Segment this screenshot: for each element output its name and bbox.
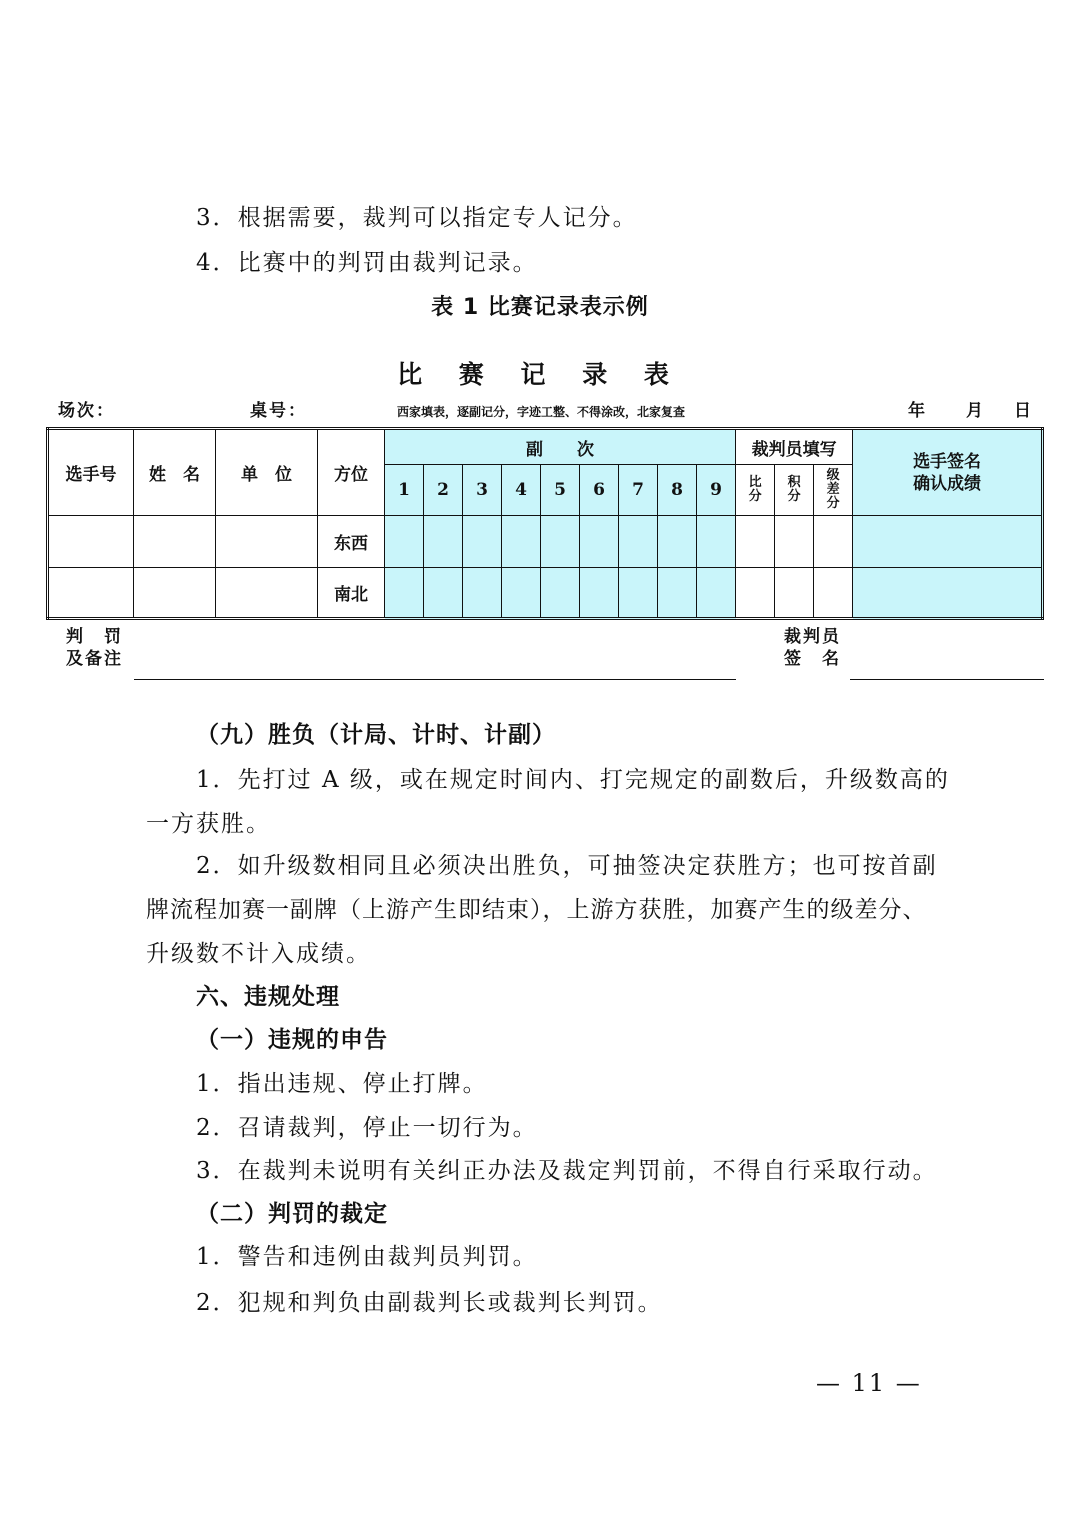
cell-round-score[interactable]	[619, 516, 658, 567]
score-record-table	[46, 427, 1044, 620]
cell-player-no[interactable]	[48, 516, 134, 567]
cell-round-score[interactable]	[502, 516, 541, 567]
penalty-label-line1: 判 罚	[66, 627, 123, 647]
cell-position: 东西	[318, 516, 385, 567]
form-note: 西家填表，逐副记分，字迹工整、不得涂改，北家复查	[397, 405, 686, 419]
cell-round-score[interactable]	[619, 567, 658, 618]
cell-level-diff[interactable]	[814, 516, 853, 567]
cell-player-no[interactable]	[48, 567, 134, 618]
cell-round-score[interactable]	[424, 567, 463, 618]
section-9-p2-line3: 升级数不计入成绩。	[146, 941, 371, 967]
penalty-line[interactable]	[134, 679, 736, 680]
page-number: — 11 —	[816, 1369, 922, 1397]
header-ratio-score	[736, 465, 775, 516]
cell-name[interactable]	[134, 567, 216, 618]
section-6-sub2-heading: （二）判罚的裁定	[196, 1201, 388, 1227]
penalty-label	[66, 626, 123, 670]
round-number: 6	[580, 465, 619, 516]
cell-round-score[interactable]	[541, 516, 580, 567]
cell-position: 南北	[318, 567, 385, 618]
section-6-sub2-item: 2．犯规和判负由副裁判长或裁判长判罚。	[196, 1290, 663, 1316]
header-position: 方位	[318, 429, 385, 516]
cell-round-score[interactable]	[385, 567, 424, 618]
cell-round-score[interactable]	[541, 567, 580, 618]
section-9-p1-line2: 一方获胜。	[146, 811, 271, 837]
header-points	[775, 465, 814, 516]
header-signature-line1: 选手签名	[913, 451, 982, 472]
referee-label-line1: 裁判员	[784, 627, 841, 647]
cell-ratio-score[interactable]	[736, 567, 775, 618]
cell-round-score[interactable]	[697, 516, 736, 567]
round-number: 4	[502, 465, 541, 516]
round-number: 9	[697, 465, 736, 516]
header-signature-line2: 确认成绩	[913, 473, 982, 494]
table-row	[48, 567, 1043, 618]
cell-unit[interactable]	[216, 567, 318, 618]
round-number: 3	[463, 465, 502, 516]
section-6-sub1-heading: （一）违规的申告	[196, 1027, 388, 1053]
section-9-p2-line1: 2．如升级数相同且必须决出胜负，可抽签决定获胜方；也可按首副	[196, 853, 938, 879]
cell-round-score[interactable]	[580, 567, 619, 618]
round-number: 5	[541, 465, 580, 516]
section-6-heading: 六、违规处理	[196, 984, 340, 1010]
header-rounds: 副 次	[385, 429, 736, 465]
points-text: 积分	[787, 475, 801, 505]
body-item-4: 4．比赛中的判罚由裁判记录。	[196, 250, 538, 276]
cell-round-score[interactable]	[424, 516, 463, 567]
round-number: 7	[619, 465, 658, 516]
cell-round-score[interactable]	[580, 516, 619, 567]
round-number: 1	[385, 465, 424, 516]
header-player-no: 选手号	[48, 429, 134, 516]
cell-signature[interactable]	[853, 567, 1043, 618]
section-9-heading: （九）胜负（计局、计时、计副）	[196, 722, 556, 748]
header-unit: 单 位	[216, 429, 318, 516]
section-9-p1-line1: 1．先打过 A 级，或在规定时间内、打完规定的副数后，升级数高的	[196, 767, 950, 793]
cell-round-score[interactable]	[385, 516, 424, 567]
section-6-sub1-item: 1．指出违规、停止打牌。	[196, 1071, 488, 1097]
cell-points[interactable]	[775, 567, 814, 618]
round-number: 2	[424, 465, 463, 516]
cell-signature[interactable]	[853, 516, 1043, 567]
cell-round-score[interactable]	[658, 516, 697, 567]
header-referee-fill: 裁判员填写	[736, 429, 853, 465]
cell-round-score[interactable]	[502, 567, 541, 618]
cell-name[interactable]	[134, 516, 216, 567]
cell-round-score[interactable]	[463, 516, 502, 567]
cell-round-score[interactable]	[697, 567, 736, 618]
date-month: 月	[966, 401, 985, 421]
body-item-3: 3．根据需要，裁判可以指定专人记分。	[196, 205, 638, 231]
section-6-sub1-item: 2．召请裁判，停止一切行为。	[196, 1115, 538, 1141]
form-title: 比 赛 记 录 表	[397, 360, 683, 389]
level-diff-text: 级差分	[826, 468, 840, 512]
table-caption: 表 1 比赛记录表示例	[431, 295, 649, 320]
section-9-p2-line2: 牌流程加赛一副牌（上游产生即结束），上游方获胜，加赛产生的级差分、	[146, 897, 927, 923]
table-row	[48, 516, 1043, 567]
cell-level-diff[interactable]	[814, 567, 853, 618]
round-number: 8	[658, 465, 697, 516]
referee-sign-label	[784, 626, 841, 670]
cell-round-score[interactable]	[658, 567, 697, 618]
cell-unit[interactable]	[216, 516, 318, 567]
ratio-score-text: 比分	[748, 475, 762, 505]
cell-ratio-score[interactable]	[736, 516, 775, 567]
header-level-diff	[814, 465, 853, 516]
date-day: 日	[1014, 401, 1033, 421]
date-year: 年	[908, 401, 927, 421]
referee-sign-line[interactable]	[850, 679, 1044, 680]
venue-label: 场次：	[58, 401, 115, 421]
referee-label-line2: 签 名	[784, 649, 841, 669]
section-6-sub1-item: 3．在裁判未说明有关纠正办法及裁定判罚前，不得自行采取行动。	[196, 1158, 938, 1184]
penalty-label-line2: 及备注	[66, 649, 123, 669]
table-number-label: 桌号：	[250, 401, 307, 421]
cell-points[interactable]	[775, 516, 814, 567]
header-signature	[853, 429, 1043, 516]
section-6-sub2-item: 1．警告和违例由裁判员判罚。	[196, 1244, 538, 1270]
header-name: 姓 名	[134, 429, 216, 516]
cell-round-score[interactable]	[463, 567, 502, 618]
